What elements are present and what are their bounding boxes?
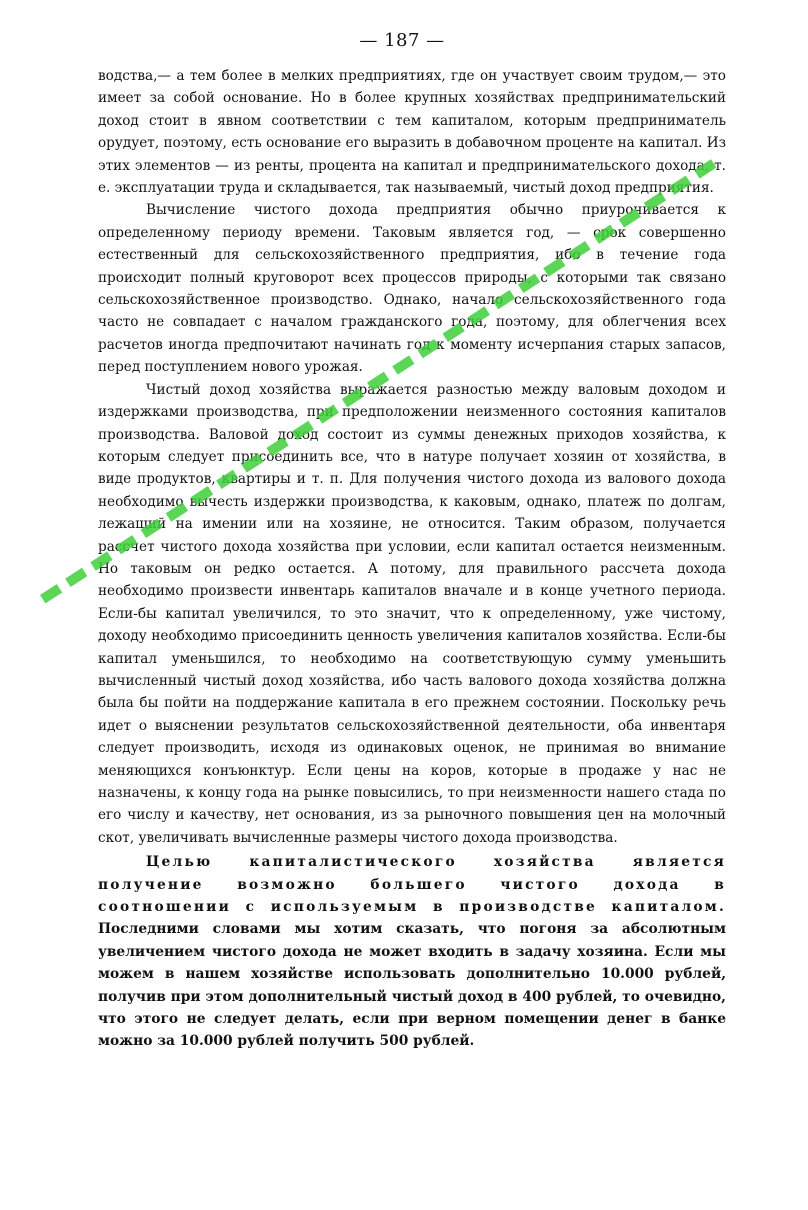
paragraph-net-income-definition: Чистый доход хозяйства выражается разностью между валовым доходом и издержками производства, при предположении неизменного состояния капиталов производства. Валовой доход состоит из суммы денежных приходов хозяйства, к которым следует присоединить все, что в натуре получает хозяин от хозяйства, в виде продуктов, квартиры и т. п. Для получения чистого дохода из валового дохода необходимо вычесть издержки производства, к каковым, однако, платеж по долгам, лежащий на имении или на хозяине, не относится. Таким образом, получается рассчет чистого дохода хозяйства при условии, если капитал остается неизменным. Но таковым он редко остается. А потому, для правильного рассчета дохода необходимо произвести инвентарь капиталов вначале и в конце учетного периода. Если-бы капитал увеличился, то это значит, что к определенному, уже чистому, доходу необходимо присоединить ценность увеличения капиталов хозяйства. Если-бы капитал уменьшился, то необходимо на соответствующую сумму уменьшить вычисленный чистый доход хозяйства, ибо часть валового дохода хозяйства должна была бы пойти на поддержание капитала в его прежнем состоянии. Поскольку речь идет о выяснении результатов сельскохозяйственной деятельности, оба инвентаря следует производить, исходя из одинаковых оценок, не принимая во внимание меняющихся конъюнктур. Если цены на коров, которые в продаже у нас не назначены, к концу года на рынке повысились, то при неизменности нашего стада по его числу и качеству, нет основания, из за рыночного повышения цен на молочный скот, увеличивать вычисленные размеры чистого дохода производства.	[98, 381, 726, 846]
document-page	[98, 30, 726, 1053]
paragraph-capitalist-goal	[98, 851, 726, 1053]
emphasized-statement: Целью капиталистического хозяйства является получение возможно большего чистого дохода в соотношении с используемым в производстве капиталом.	[98, 854, 726, 916]
paragraph-net-income-period: Вычисление чистого дохода предприятия обычно приурочивается к определенному периоду времени. Таковым является год, — срок совершенно естественный для сельскохозяйственного предприятия, ибо в течение года происходит полный круговорот всех процессов природы, с которыми так связано сельскохозяйственное производство. Однако, начало сельскохозяйственного года часто не совпадает с началом гражданского года, поэтому, для облегчения всех расчетов иногда предпочитают начинать год к моменту исчерпания старых запасов, перед поступлением нового урожая.	[98, 202, 726, 376]
paragraph-continuation: водства,— а тем более в мелких предприятиях, где он участвует своим трудом,— это имеет за собой основание. Но в более крупных хозяйствах предпринимательский доход стоит в явном соответствии с тем капиталом, которым предприниматель орудует, поэтому, есть основание его выразить в добавочном проценте на капитал. Из этих элементов — из ренты, процента на капитал и предпринимательского дохода, т. е. эксплуатации труда и складывается, так называемый, чистый доход предприятия.	[98, 68, 726, 197]
page-number: — 187 —	[359, 30, 445, 51]
paragraph-capitalist-goal-rest: Последними словами мы хотим сказать, что погоня за абсолютным увеличением чистого дохода не может входить в задачу хозяина. Если мы можем в нашем хозяйстве использовать дополнительно 10.000 рублей, получив при этом дополнительный чистый доход в 400 рублей, то очевидно, что этого не следует делать, если при верном помещении денег в банке можно за 10.000 рублей получить 500 рублей.	[98, 921, 726, 1050]
